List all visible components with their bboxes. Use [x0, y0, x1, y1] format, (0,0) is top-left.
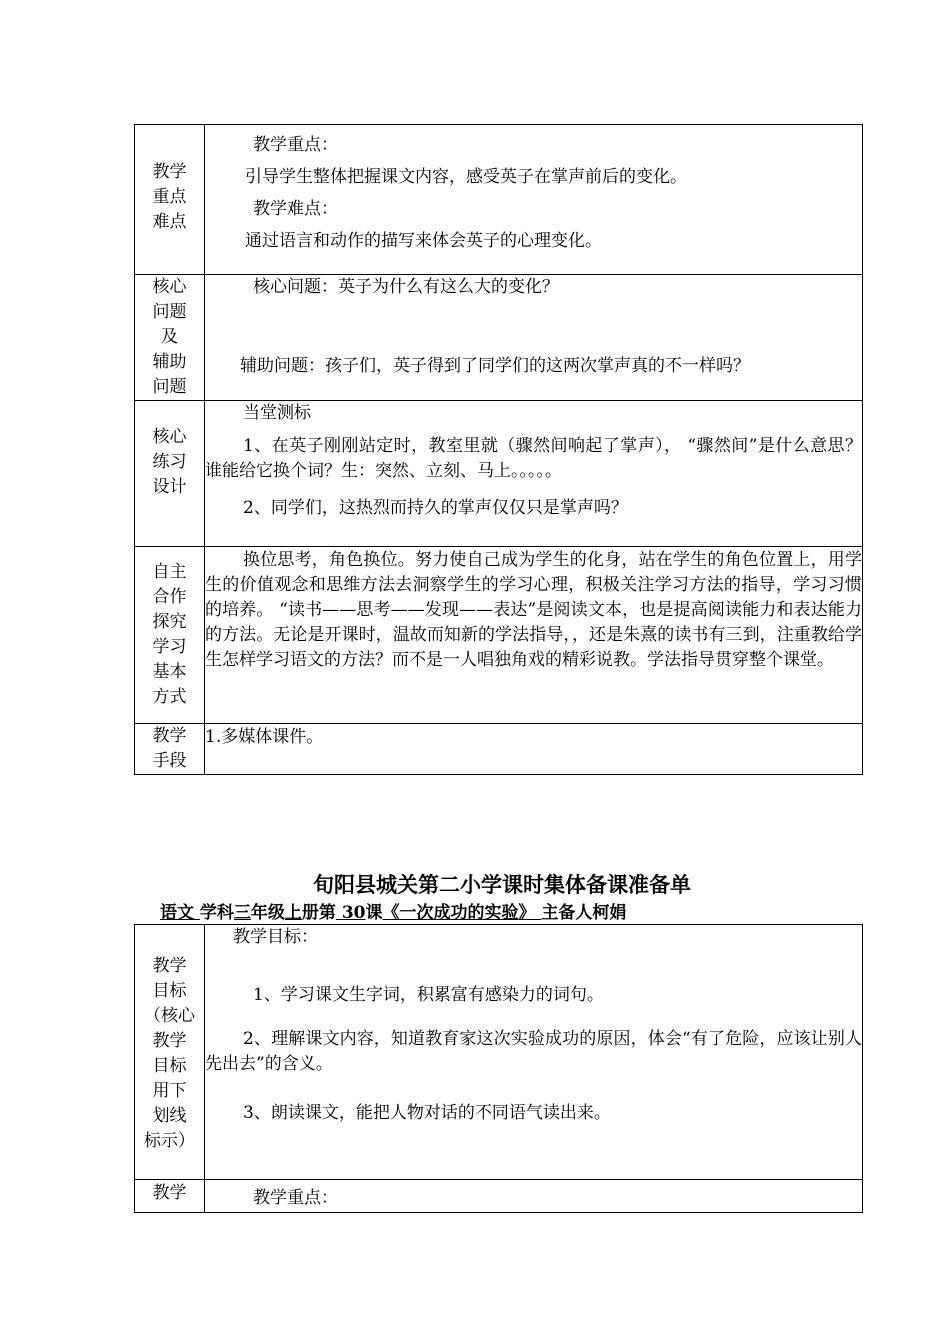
auxiliary-question: 辅助问题：孩子们，英子得到了同学们的这两次掌声真的不一样吗？: [240, 356, 750, 376]
label-line: （核心: [144, 1006, 195, 1026]
content-key-points: [205, 125, 863, 275]
label-line: 目标: [152, 981, 187, 1001]
label-line: 问题: [152, 377, 187, 397]
lesson-number: 30: [335, 903, 366, 923]
content-teaching-means: [205, 724, 863, 775]
label-core-exercise: [135, 401, 205, 547]
key-point-heading: 教学重点：: [253, 135, 338, 155]
label-line: 核心: [152, 427, 187, 447]
goal-item-3: 3、朗读课文，能把人物对话的不同语气读出来。: [243, 1103, 611, 1123]
label-line: 学习: [152, 637, 187, 657]
label-line: 教学: [152, 956, 187, 976]
label-line: 手段: [152, 751, 187, 771]
page-title: 旬阳县城关第二小学课时集体备课准备单: [313, 873, 691, 897]
label-line: 及: [161, 327, 178, 347]
goals-heading: 教学目标：: [233, 927, 318, 947]
label-line: 教学: [152, 726, 187, 746]
method-paragraph: 换位思考，角色换位。努力使自己成为学生的化身，站在学生的角色位置上，用学生的价值观念和思维方法去洞察学生的学习心理，积极关注学习方法的指导，学习习惯的培养。 “读书——思考——发现——表达”是阅读文本，也是提高阅读能力和表达能力的方法。无论是开课时，温故而知新的学法指导，，还是朱熹的读书有三到，注重教给学生怎样学习语文的方法？而不是一人唱独角戏的精彩说教。学法指导贯穿整个课堂。: [205, 550, 862, 670]
difficulty-text: 通过语言和动作的描写来体会英子的心理变化。: [245, 231, 602, 251]
label-line: 探究: [152, 612, 187, 632]
content-key-points-2: [205, 1180, 863, 1213]
label-line: 方式: [152, 687, 187, 707]
exercise-heading: 当堂测标: [243, 403, 311, 423]
row-key-points: [135, 125, 863, 275]
label-line: 基本: [152, 662, 187, 682]
row-teaching-means: [135, 724, 863, 775]
difficulty-heading: 教学难点：: [253, 199, 338, 219]
goal-item-2: 2、理解课文内容，知道教育家这次实验成功的原因，体会“有了危险，应该让别人先出去”的含义。: [205, 1029, 862, 1074]
subject-word: 学科: [199, 903, 234, 923]
label-line: 标示）: [144, 1131, 195, 1151]
content-core-questions: [205, 275, 863, 401]
row-learning-method: [135, 547, 863, 724]
goal-item-1: 1、学习课文生字词，积累富有感染力的词句。: [253, 985, 604, 1005]
label-line: 设计: [152, 477, 187, 497]
label-line: 自主: [152, 562, 187, 582]
label-line: 用下: [152, 1081, 187, 1101]
row-teaching-goals: [135, 925, 863, 1180]
preparer: 主备人柯娟: [541, 903, 627, 923]
row-core-questions: [135, 275, 863, 401]
label-line: 教学: [152, 162, 187, 182]
label-line: 核心: [152, 277, 187, 297]
volume-word: 册第: [301, 903, 336, 923]
label-learning-method: [135, 547, 205, 724]
key-point-heading-2: 教学重点：: [253, 1188, 338, 1208]
grade: 三: [233, 903, 251, 923]
exercise-item-2: 2、同学们，这热烈而持久的掌声仅仅只是掌声吗？: [243, 498, 628, 518]
label-key-points-2: [135, 1180, 205, 1213]
content-core-exercise: [205, 401, 863, 547]
label-core-questions: [135, 275, 205, 401]
label-line: 目标: [152, 1056, 187, 1076]
volume: 上: [284, 903, 302, 923]
lesson-info-line: [160, 902, 626, 924]
label-teaching-means: [135, 724, 205, 775]
label-line: 重点: [152, 187, 187, 207]
label-key-points: [135, 125, 205, 275]
label-line: 合作: [152, 587, 187, 607]
label-line: 难点: [152, 212, 187, 232]
lesson-plan-table-2: [134, 924, 863, 1213]
content-learning-method: [205, 547, 863, 724]
lesson-plan-table-1: [134, 124, 863, 775]
exercise-item-1: 1、在英子刚刚站定时，教室里就（骤然间响起了掌声）， “骤然间”是什么意思？谁能给它换个词？生：突然、立刻、马上。。。。。: [205, 436, 862, 481]
lesson-word: 课: [365, 903, 383, 923]
row-key-points-2: [135, 1180, 863, 1213]
lesson-title: 《一次成功的实验》: [382, 903, 542, 923]
label-line: 教学: [152, 1031, 187, 1051]
grade-word: 年级: [250, 903, 285, 923]
label-line: 问题: [152, 302, 187, 322]
label-line: 辅助: [152, 352, 187, 372]
subject: 语文: [160, 903, 200, 923]
key-point-text: 引导学生整体把握课文内容，感受英子在掌声前后的变化。: [245, 167, 687, 187]
label-line: 划线: [152, 1106, 187, 1126]
content-teaching-goals: [205, 925, 863, 1180]
teaching-means-item: 1.多媒体课件。: [205, 727, 324, 747]
label-line: 练习: [152, 452, 187, 472]
label-line: 教学: [152, 1183, 187, 1203]
row-core-exercise: [135, 401, 863, 547]
core-question: 核心问题：英子为什么有这么大的变化？: [253, 277, 559, 297]
label-teaching-goals: [135, 925, 205, 1180]
